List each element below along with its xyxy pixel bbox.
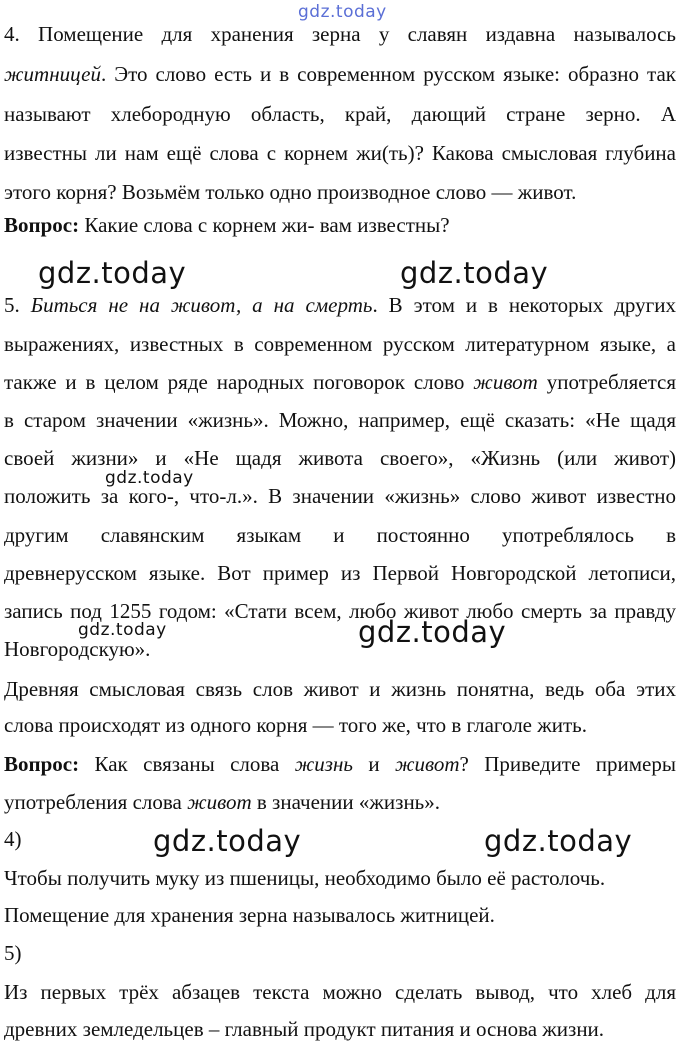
watermark: gdz.today [400,256,549,290]
question5 [4,752,676,777]
section4-line2-text: . Это слово есть и в современном русском языке: образно так [100,62,676,86]
text-span: и [352,752,395,776]
text-span: в значении «жизнь». [251,790,441,814]
answer4-line1: Чтобы получить муку из пшеницы, необходимо было её растолочь. [4,866,606,890]
answer5-line2: древних земледельцев – главный продукт питания и основа жизни. [4,1017,605,1041]
section5-line6: положить за кого-, что-л.». В значении «жизнь» слово живот известно [4,484,676,508]
question-text: Какие слова с корнем жи- вам известны? [79,213,450,237]
section4-line5: этого корня? Возьмём только одно производное слово — живот. [4,180,577,204]
term-zhivot: живот [394,752,460,776]
term-zhivot: живот [187,790,252,814]
answer5-line1: Из первых трёх абзацев текста можно сделать вывод, что хлеб для [4,980,676,1004]
question-label: Вопрос: [4,752,80,776]
section5-line2: выражениях, известных в современном русском литературном языке, а [4,332,676,356]
section5-line3 [4,370,676,395]
section4-line4: известны ли нам ещё слова с корнем жи(ть)? Какова смысловая глубина [4,141,676,165]
section5-line4: в старом значении «жизнь». Можно, например, ещё сказать: «Не щадя [4,408,676,432]
section4-line1: 4. Помещение для хранения зерна у славян издавна называлось [4,22,676,46]
answer4-line2: Помещение для хранения зерна называлось житницей. [4,903,495,927]
term-zhitnitsa: житницей [4,62,101,86]
watermark: gdz.today [78,620,167,640]
section5-line8: древнерусском языке. Вот пример из Первой Новгородской летописи, [4,561,676,585]
question-label: Вопрос: [4,213,80,237]
section5-line5: своей жизни» и «Не щадя живота своего», «Жизнь (или живот) [4,446,676,470]
section5-line7: другим славянским языкам и постоянно употреблялось в [4,523,676,547]
section5-p2-line2: слова происходят из одного корня — того же, что в глаголе жить. [4,713,588,737]
section5-line10: Новгородскую». [4,637,151,661]
section5-line9: запись под 1255 годом: «Стати всем, любо живот любо смерть за правду [4,599,676,623]
section4-line2 [4,62,676,87]
text-span: ? Приведите примеры [459,752,676,776]
question5-line2 [4,790,676,815]
text-span: также и в целом ряде народных поговорок слово [4,370,474,394]
text-span: употребляется [537,370,676,394]
section5-line1 [4,293,676,318]
watermark: gdz.today [358,615,507,649]
idiom: Биться не на живот, а на смерть [30,293,373,317]
text-span: Как связаны слова [79,752,295,776]
answer4-label: 4) [4,827,22,851]
answer5-label: 5) [4,941,22,965]
watermark: gdz.today [38,256,187,290]
term-zhivot: живот [473,370,538,394]
watermark: gdz.today [105,468,194,488]
watermark: gdz.today [153,824,302,858]
section5-line1-text: . В этом и в некоторых других [372,293,676,317]
question4 [4,213,676,238]
section5-number: 5. [4,293,31,317]
term-zhizn: жизнь [294,752,353,776]
section4-line3: называют хлебородную область, край, дающий стране зерно. А [4,102,676,126]
section5-p2-line1: Древняя смысловая связь слов живот и жизнь понятна, ведь оба этих [4,677,676,701]
watermark: gdz.today [484,824,633,858]
text-span: употребления слова [4,790,188,814]
watermark-top: gdz.today [298,2,387,22]
